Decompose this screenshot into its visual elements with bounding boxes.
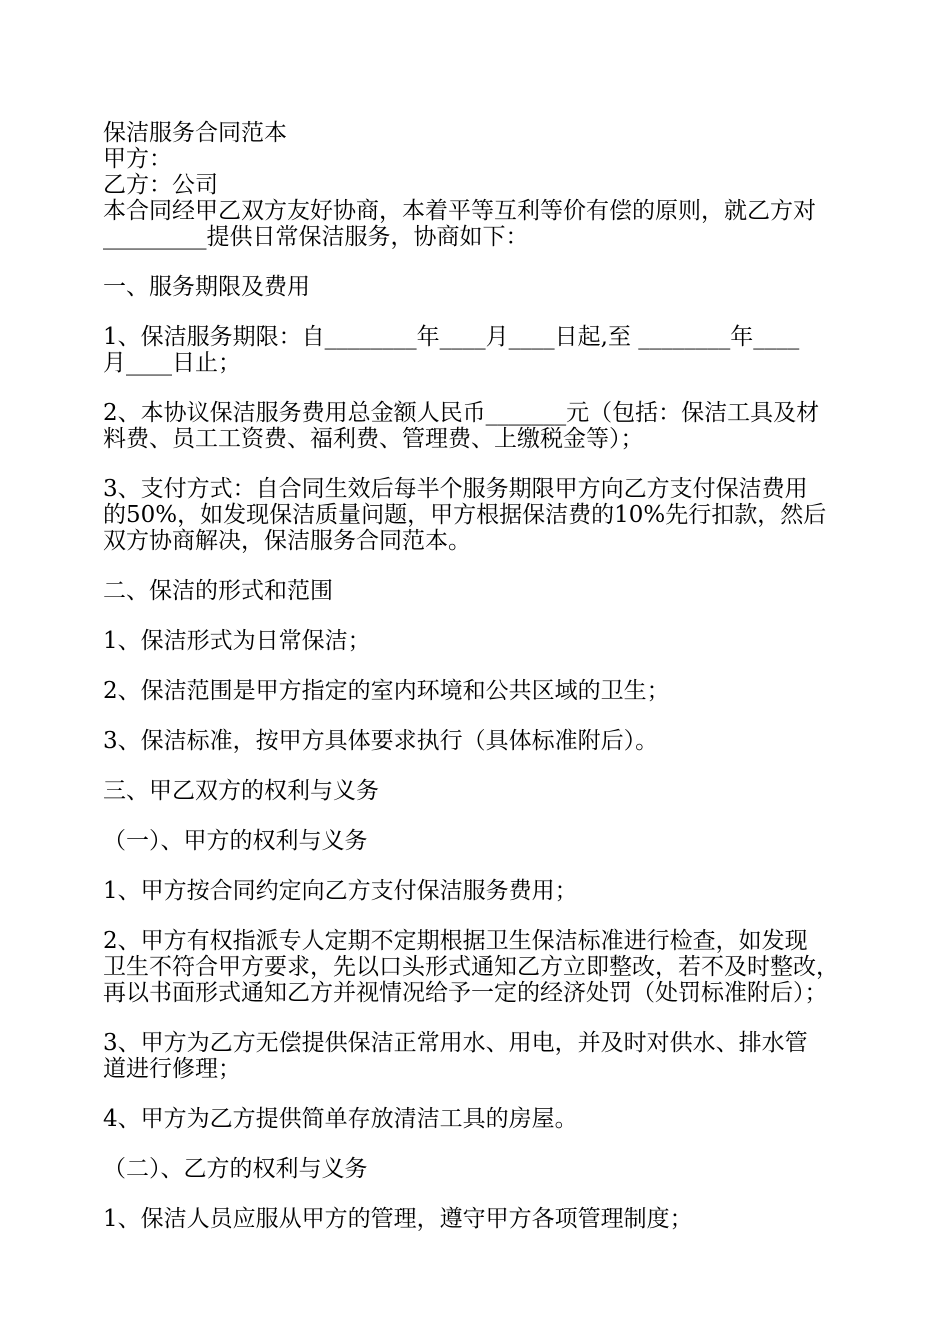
intro-line: 本合同经甲乙双方友好协商，本着平等互利等价有偿的原则，就乙方对 [103,198,816,224]
clause-line: 的50%，如发现保洁质量问题，甲方根据保洁费的10%先行扣款，然后 [103,502,827,528]
clause-line: 3、支付方式：自合同生效后每半个服务期限甲方向乙方支付保洁费用 [103,476,808,502]
clause-line: 双方协商解决，保洁服务合同范本。 [103,528,471,554]
party-a-label: 甲方： [103,146,172,172]
clause-line: 道进行修理； [103,1056,241,1082]
clause-line: 2、甲方有权指派专人定期不定期根据卫生保洁标准进行检查，如发现 [103,928,808,954]
subsection-heading: （二）、乙方的权利与义务 [103,1156,368,1182]
subsection-heading: （一）、甲方的权利与义务 [103,828,368,854]
clause-line: 1、甲方按合同约定向乙方支付保洁服务费用； [103,878,578,904]
clause-line: 4、甲方为乙方提供简单存放清洁工具的房屋。 [103,1106,578,1132]
document-title: 保洁服务合同范本 [103,120,287,146]
section-heading: 三、甲乙双方的权利与义务 [103,778,379,804]
clause-line: 2、保洁范围是甲方指定的室内环境和公共区域的卫生； [103,678,670,704]
contract-document [103,120,855,1232]
clause-line: 2、本协议保洁服务费用总金额人民币_______元（包括：保洁工具及材 [103,400,820,426]
clause-line: 料费、员工工资费、福利费、管理费、上缴税金等）； [103,426,644,452]
clause-line: 月____日止； [103,350,241,376]
section-heading: 二、保洁的形式和范围 [103,578,333,604]
clause-line: 再以书面形式通知乙方并视情况给予一定的经济处罚（处罚标准附后）； [103,980,828,1006]
clause-line: 卫生不符合甲方要求，先以口头形式通知乙方立即整改，若不及时整改， [103,954,839,980]
clause-line: 3、保洁标准，按甲方具体要求执行（具体标准附后）。 [103,728,659,754]
section-heading: 一、服务期限及费用 [103,274,310,300]
party-b-label: 乙方：公司 [103,172,218,198]
clause-line: 1、保洁服务期限：自________年____月____日起,至 ________年____ [103,324,800,350]
clause-line: 3、甲方为乙方无偿提供保洁正常用水、用电，并及时对供水、排水管 [103,1030,808,1056]
clause-line: 1、保洁形式为日常保洁； [103,628,371,654]
clause-line: 1、保洁人员应服从甲方的管理，遵守甲方各项管理制度； [103,1206,693,1232]
intro-line: _________提供日常保洁服务，协商如下： [103,224,529,250]
